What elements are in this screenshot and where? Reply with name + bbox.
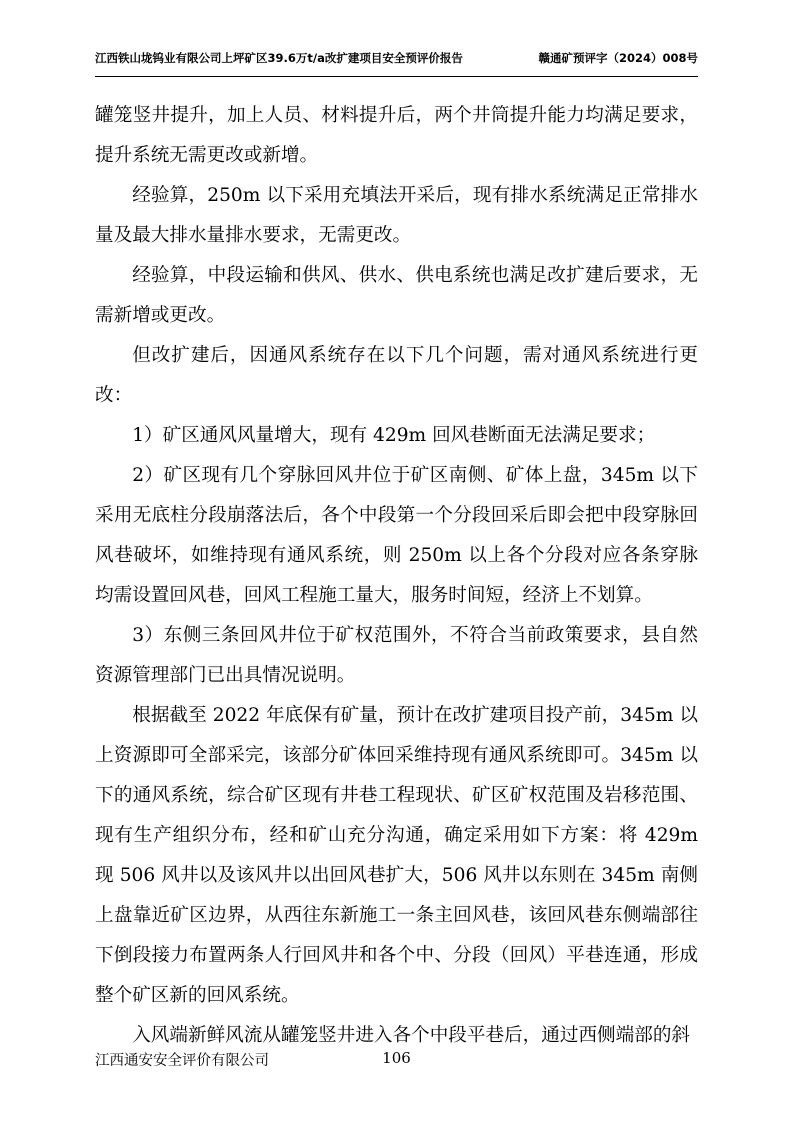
page-body bbox=[95, 96, 698, 1056]
header-doc-number: 赣通矿预评字（2024）008号 bbox=[538, 51, 698, 65]
paragraph-1: 罐笼竖井提升，加上人员、材料提升后，两个井筒提升能力均满足要求，提升系统无需更改或新增。 bbox=[95, 105, 698, 166]
paragraph-9: 入风端新鲜风流从罐笼竖井进入各个中段平巷后，通过西侧端部的斜 bbox=[132, 1025, 691, 1046]
paragraph-6: 2）矿区现有几个穿脉回风井位于矿区南侧、矿体上盘，345m 以下采用无底柱分段崩落法后，各个中段第一个分段回采后即会把中段穿脉回风巷破坏，如维持现有通风系统，则 250m 以上各个分段对应各条穿脉均需设置回风巷，回风工程施工量大，服务时间短，经济上不划算。 bbox=[95, 465, 698, 606]
header-divider bbox=[95, 76, 698, 77]
header-title-left: 江西铁山垅钨业有限公司上坪矿区39.6万t/a改扩建项目安全预评价报告 bbox=[95, 51, 463, 65]
footer-page-number: 106 bbox=[382, 1049, 411, 1067]
paragraph-7: 3）东侧三条回风井位于矿权范围外，不符合当前政策要求，县自然资源管理部门已出具情况说明。 bbox=[95, 625, 698, 686]
page-header bbox=[95, 50, 698, 71]
paragraph-4: 但改扩建后，因通风系统存在以下几个问题，需对通风系统进行更改： bbox=[95, 345, 698, 406]
paragraph-8: 根据截至 2022 年底保有矿量，预计在改扩建项目投产前，345m 以上资源即可全部采完，该部分矿体回采维持现有通风系统即可。345m 以下的通风系统，综合矿区现有井巷工程现状、矿区矿权范围及岩移范围、现有生产组织分布，经和矿山充分沟通，确定采用如下方案：将 429m 现 506 风井以及该风井以出回风巷扩大，506 风井以东则在 345m 南侧上盘靠近矿区边界，从西往东新施工一条主回风巷，该回风巷东侧端部往下倒段接力布置两条人行回风井和各个中、分段（回风）平巷连通，形成整个矿区新的回风系统。 bbox=[95, 705, 698, 1006]
paragraph-5: 1）矿区通风风量增大，现有 429m 回风巷断面无法满足要求； bbox=[132, 425, 656, 446]
page-footer bbox=[95, 1049, 698, 1070]
paragraph-2: 经验算，250m 以下采用充填法开采后，现有排水系统满足正常排水量及最大排水量排水要求，无需更改。 bbox=[95, 185, 698, 246]
paragraph-3: 经验算，中段运输和供风、供水、供电系统也满足改扩建后要求，无需新增或更改。 bbox=[95, 265, 698, 326]
footer-company: 江西通安安全评价有限公司 bbox=[95, 1053, 269, 1069]
